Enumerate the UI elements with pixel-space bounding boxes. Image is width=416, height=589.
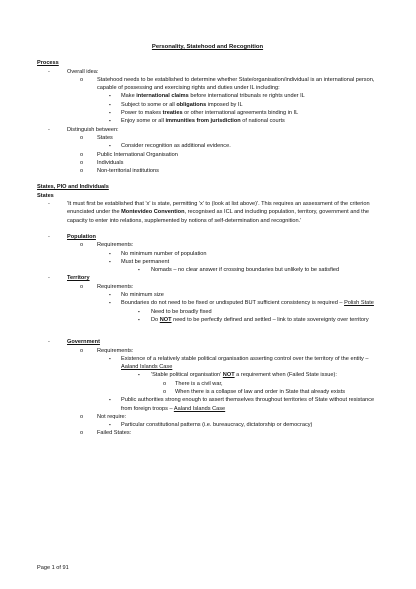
list-item: ▪ Nomads – no clear answer if crossing boundaries but unlikely to be satisfied: [138, 267, 340, 274]
square-bullet: ▪: [109, 258, 111, 264]
case-link-aaland: Aaland Islands Case: [173, 405, 226, 412]
list-item: - 'It must first be established that 'x' is state, permitting 'x' to (look at list above)'. This requires an assessment of the criterion enunciated under the Montevideo Convention, recognised as ICL and including population, territory, government and the capacity to enter into relations, supplemented by notions of self-determination and recognition.': [48, 201, 370, 224]
list-item: [37, 233, 378, 241]
subheading-states: States: [37, 192, 54, 199]
list-item: [37, 338, 378, 346]
square-bullet: ▪: [109, 250, 111, 256]
list-item: ▪ No minimum number of population: [109, 250, 207, 257]
list-item: ▪ No minimum size: [109, 292, 164, 299]
list-item: o States: [80, 134, 113, 141]
list-item: ▪ Particular constitutional patterns (i.e. bureaucracy, dictatorship or democracy): [109, 422, 313, 429]
square-bullet: ▪: [109, 355, 111, 361]
dash-bullet: -: [48, 233, 50, 240]
heading-territory: Territory: [67, 275, 90, 282]
square-bullet: ▪: [138, 316, 140, 322]
page-number-footer: Page 1 of 91: [37, 565, 69, 571]
list-item: [37, 274, 378, 282]
list-item: - Overall idea:: [48, 68, 99, 75]
list-item: ▪ Existence of a relatively stable political organisation asserting control over the territory of the entity – Aaland Islands Case: [109, 355, 369, 371]
circle-bullet: o: [80, 159, 84, 166]
list-item: o Requirements:: [80, 242, 134, 249]
list-item: o Individuals: [80, 159, 124, 166]
square-bullet: ▪: [138, 372, 140, 378]
list-item: o Failed States:: [80, 430, 132, 437]
list-item: ▪ Boundaries do not need to be fixed or undisputed BUT sufficient consistency is required – Polish State: [109, 300, 374, 307]
square-bullet: ▪: [138, 308, 140, 314]
circle-bullet: o: [80, 76, 84, 83]
list-item: o Non-territorial institutions: [80, 168, 159, 175]
list-item: o Not require:: [80, 413, 127, 420]
heading-process: Process: [37, 60, 59, 67]
heading-government: Government: [67, 339, 100, 346]
population-list: [37, 233, 378, 274]
circle-bullet: o: [80, 168, 84, 175]
square-bullet: ▪: [138, 267, 140, 273]
list-item: ▪ Consider recognition as additional evidence.: [109, 143, 231, 150]
dash-bullet: -: [48, 339, 50, 346]
list-item: - Distinguish between:: [48, 126, 119, 133]
list-item: ▪ 'Stable political organisation' NOT a requirement when (Failed State issue):: [138, 372, 337, 379]
list-item: ▪ Subject to some or all obligations imposed by IL: [109, 101, 243, 108]
circle-bullet: o: [80, 242, 84, 249]
square-bullet: ▪: [109, 93, 111, 99]
list-item: o Requirements:: [80, 347, 134, 354]
circle-bullet: o: [80, 283, 84, 290]
square-bullet: ▪: [109, 292, 111, 298]
list-item: ▪ Do NOT need to be perfectly defined and settled – link to state sovereignty over territory: [138, 316, 369, 323]
dash-bullet: -: [48, 275, 50, 282]
heading-states-pio-individuals: States, PIO and Individuals: [37, 184, 109, 191]
process-list: [37, 68, 378, 176]
square-bullet: ▪: [109, 118, 111, 124]
square-bullet: ▪: [109, 110, 111, 116]
circle-bullet: o: [163, 380, 167, 387]
circle-bullet: o: [80, 151, 84, 158]
territory-list: [37, 274, 378, 324]
case-link-polish-state: Polish State: [344, 300, 374, 307]
circle-bullet: o: [80, 430, 84, 437]
square-bullet: ▪: [109, 397, 111, 403]
list-item: o When there is a collapse of law and order in State that already exists: [163, 388, 346, 395]
list-item: ▪ Must be permanent: [109, 258, 170, 265]
circle-bullet: o: [163, 388, 167, 395]
dash-bullet: -: [48, 68, 50, 75]
government-list: [37, 338, 378, 438]
list-item: o Public International Organisation: [80, 151, 178, 158]
square-bullet: ▪: [109, 101, 111, 107]
circle-bullet: o: [80, 347, 84, 354]
page-title: Personality, Statehood and Recognition: [151, 44, 264, 50]
list-item: ▪ Need to be broadly fixed: [138, 308, 212, 315]
list-item: ▪ Make international claims before international tribunals re rights under IL: [109, 93, 305, 100]
list-item: o Statehood needs to be established to determine whether State/organisation/individual is an international person, capable of possessing and exercising rights and duties under IL including:: [80, 76, 375, 92]
circle-bullet: o: [80, 413, 84, 420]
square-bullet: ▪: [109, 143, 111, 149]
list-item: ▪ Enjoy some or all immunities from jurisdiction of national courts: [109, 118, 285, 125]
list-item: o Requirements:: [80, 283, 134, 290]
dash-bullet: -: [48, 126, 50, 133]
heading-population: Population: [67, 233, 96, 240]
dash-bullet: -: [48, 201, 50, 208]
circle-bullet: o: [80, 134, 84, 141]
square-bullet: ▪: [109, 422, 111, 428]
list-item: o There is a civil war,: [163, 380, 223, 387]
square-bullet: ▪: [109, 300, 111, 306]
list-item: ▪ Power to makes treaties or other international agreements binding in IL: [109, 110, 299, 117]
states-list: [37, 200, 378, 225]
case-link-aaland: Aaland Islands Case: [121, 364, 173, 371]
list-item: ▪ Public authorities strong enough to assert themselves throughout territories of State without resistance from foreign troops – Aaland Islands Case: [109, 397, 375, 412]
